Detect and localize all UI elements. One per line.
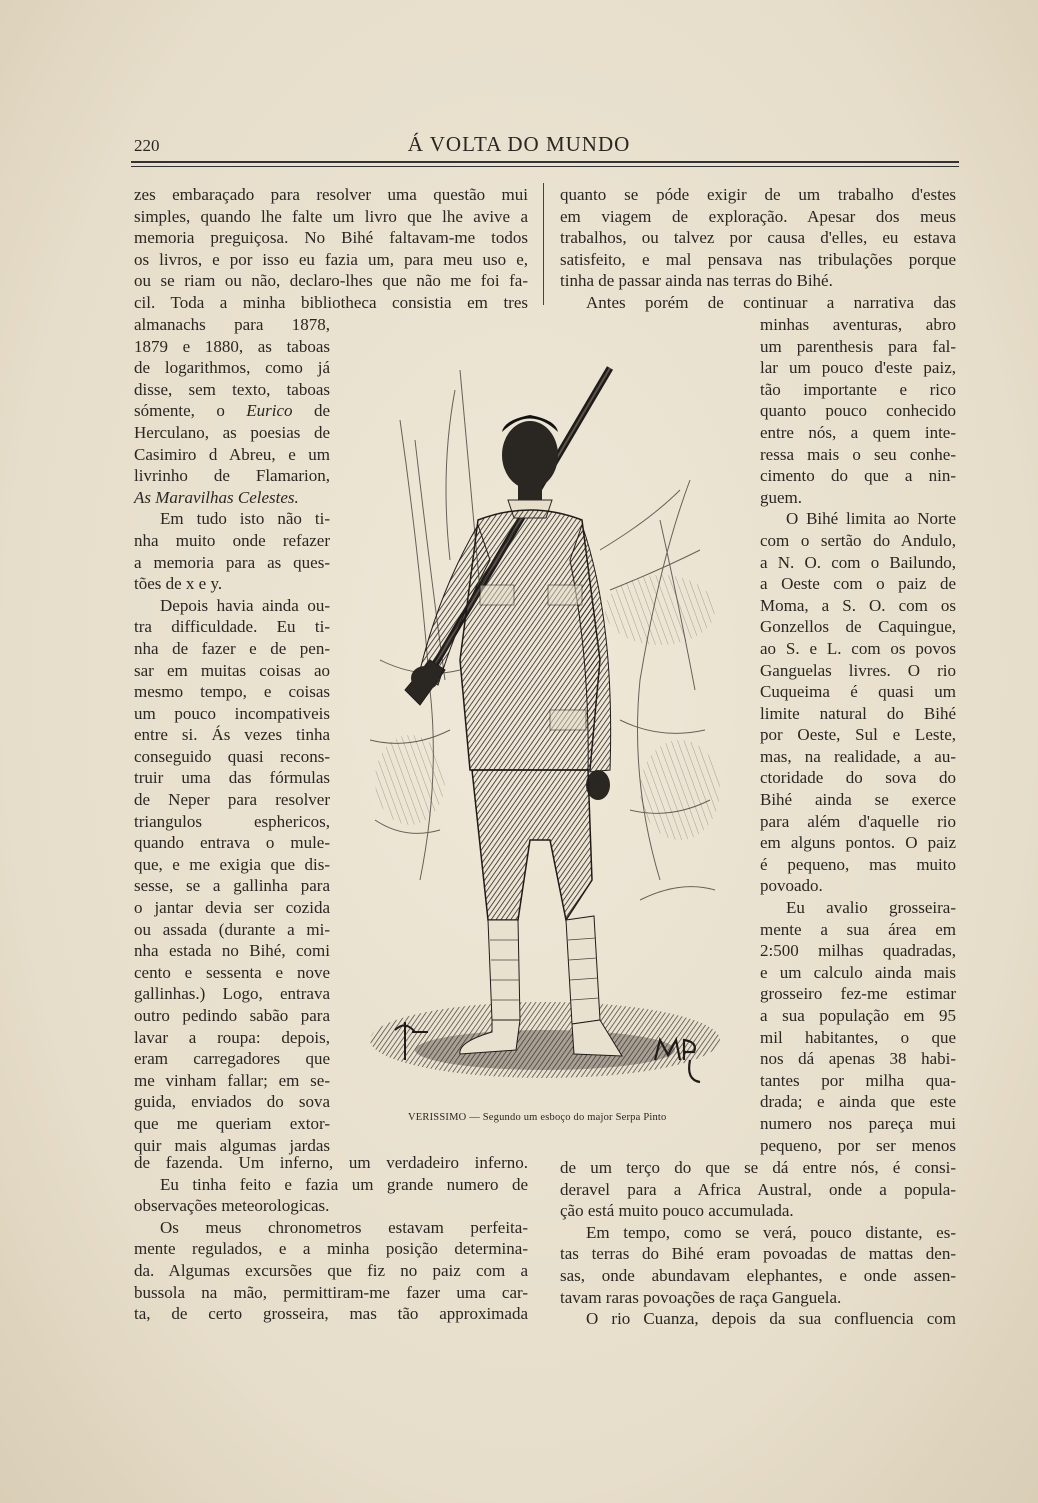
text-line: cil. Toda a minha bibliotheca consistia em tres — [134, 292, 528, 312]
text-line: quanto se póde exigir de um trabalho d'estes — [560, 185, 956, 204]
text-line: mesmo tempo, e coisas — [134, 682, 330, 702]
text-line: Bihé ainda se exerce — [760, 790, 956, 810]
text-line: outro pedindo sabão para — [134, 1006, 330, 1025]
text-run: de — [292, 401, 330, 421]
text-line: tas terras do Bihé eram povoadas de mattas den- — [560, 1244, 956, 1264]
text-line: de logarithmos, como já — [134, 358, 330, 378]
text-line: gallinhas.) Logo, entrava — [134, 984, 330, 1004]
right-column-top — [560, 184, 956, 314]
text-line: drada; e ainda que este — [760, 1092, 956, 1112]
text-line: a N. O. com o Bailundo, — [760, 552, 956, 572]
text-line: observações meteorologicas. — [134, 1196, 330, 1216]
text-line: Em tempo, como se verá, pouco distante, es- — [586, 1222, 956, 1242]
text-line: trabalhos, ou talvez por causa d'elles, eu estava — [560, 228, 956, 248]
text-line: que, e me exigia que dis- — [134, 854, 330, 874]
text-line: é pequeno, mas muito — [760, 854, 956, 874]
text-line: um pouco incompativeis — [134, 703, 330, 723]
text-line: em viagem de exploração. Apesar dos meus — [560, 206, 956, 226]
text-line: tões de x e y. — [134, 574, 223, 594]
text-line: de fazenda. Um inferno, um verdadeiro inferno. — [134, 1153, 528, 1172]
text-line: por Oeste, Sul e Leste, — [760, 725, 956, 745]
text-line: numero nos pareça mui — [760, 1113, 956, 1133]
text-line: pequeno, por ser menos — [760, 1135, 956, 1155]
text-line: mente a sua área em — [760, 919, 956, 939]
text-line-eurico — [134, 400, 330, 422]
text-line: deravel para a Africa Austral, onde a popula- — [560, 1179, 956, 1199]
text-line: ção está muito pouco accumulada. — [560, 1201, 794, 1221]
page-number: 220 — [134, 136, 160, 155]
text-line: me vinham fallar; em se- — [134, 1070, 330, 1090]
text-line: Cuqueima é quasi um — [760, 682, 956, 702]
text-line: entre si. Ás vezes tinha — [134, 725, 330, 745]
text-line: a Oeste com o paiz de — [760, 574, 956, 594]
text-line: ressa mais o seu conhe- — [760, 444, 956, 464]
text-line: Gonzellos de Caquingue, — [760, 617, 956, 637]
left-column-top — [134, 184, 528, 314]
header-rule-thin — [131, 166, 959, 167]
column-divider — [543, 183, 544, 305]
text-line: Eu avalio grosseira- — [786, 898, 956, 918]
text-line: quir mais algumas jardas — [134, 1135, 330, 1155]
text-line: cimento do que a nin- — [760, 466, 956, 486]
text-line: lar um pouco d'este paiz, — [760, 358, 956, 378]
text-line: de um terço do que se dá entre nós, é consi- — [560, 1158, 956, 1177]
text-line: sesse, se a gallinha para — [134, 876, 330, 896]
text-line: a memoria para as ques- — [134, 552, 330, 572]
text-line: e um calculo ainda mais — [760, 962, 956, 982]
text-line: zes embaraçado para resolver uma questão mui — [134, 185, 528, 204]
text-line: nha de fazer e de pen- — [134, 638, 330, 658]
text-line: tinha de passar ainda nas terras do Bihé. — [560, 271, 833, 291]
engraving-illustration — [360, 360, 725, 1105]
text-line: o jantar devia ser cozida — [134, 898, 330, 918]
text-run: sómente, o — [134, 401, 247, 421]
text-line: triangulos esphericos, — [134, 811, 330, 831]
text-line: que me queriam extor- — [134, 1113, 330, 1133]
text-line: Herculano, as poesias de — [134, 422, 330, 442]
text-line: um parenthesis para fal- — [760, 336, 956, 356]
text-line: disse, sem texto, taboas — [134, 379, 330, 399]
text-line: truir uma das fórmulas — [134, 768, 330, 788]
book-title-eurico: Eurico — [246, 401, 293, 421]
text-line: memoria preguiçosa. No Bihé faltavam-me todos — [134, 228, 528, 248]
text-line: da. Algumas excursões que fiz no paiz com a — [134, 1260, 528, 1280]
text-line: grosseiro fez-me estimar — [760, 984, 956, 1004]
text-line: 1879 e 1880, as taboas — [134, 336, 330, 356]
text-line: Casimiro d Abreu, e um — [134, 444, 330, 464]
text-line: sas, onde abundavam elephantes, e onde assen- — [560, 1265, 956, 1285]
text-line: com o sertão do Andulo, — [760, 530, 956, 550]
book-title-maravilhas — [134, 487, 330, 509]
text-line: conseguido quasi recons- — [134, 746, 330, 766]
text-line: tantes por milha qua- — [760, 1070, 956, 1090]
text-line: mente regulados, e a minha posição determina- — [134, 1239, 528, 1259]
text-line: O rio Cuanza, depois da sua confluencia com — [586, 1309, 956, 1329]
text-line: quando entrava o mule- — [134, 833, 330, 853]
text-line: em alguns pontos. O paiz — [760, 833, 956, 853]
text-line: bussola na mão, permittiram-me fazer uma car- — [134, 1282, 528, 1302]
text-line: quanto pouco conhecido — [760, 401, 956, 421]
text-line: Em tudo isto não ti- — [160, 509, 330, 529]
header-rule-thick — [131, 161, 959, 163]
text-line: mil habitantes, o que — [760, 1027, 956, 1047]
figure-caption: VERISSIMO — Segundo um esboço do major Serpa Pinto — [408, 1112, 667, 1123]
left-column-bottom — [134, 1152, 528, 1325]
text-line: ta, de certo grosseira, mas tão approximada — [134, 1304, 528, 1324]
text-line: Depois havia ainda ou- — [160, 595, 330, 615]
text-line: a sua população em 95 — [760, 1006, 956, 1025]
text-line: ou se riam ou não, declaro-lhes que não me foi fa- — [134, 271, 528, 291]
text-run: As Maravilhas Celestes. — [134, 487, 299, 507]
text-line: para além d'aquelle rio — [760, 811, 956, 831]
text-line: guida, enviados do sova — [134, 1092, 330, 1112]
text-line: satisfeito, e mal pensava nas tribulações porque — [560, 249, 956, 269]
text-line: Os meus chronometros estavam perfeita- — [160, 1217, 528, 1237]
text-line: 2:500 milhas quadradas, — [760, 941, 956, 961]
text-line: almanachs para 1878, — [134, 315, 330, 334]
text-line: guem. — [760, 487, 803, 507]
text-line: minhas aventuras, abro — [760, 315, 956, 334]
text-line: os livros, e por isso eu fazia um, para meu uso e, — [134, 249, 528, 269]
text-line: de Neper para resolver — [134, 790, 330, 810]
text-line: eram carregadores que — [134, 1049, 330, 1069]
text-line: ao S. e L. com os povos — [760, 638, 956, 658]
text-line: tra difficuldade. Eu ti- — [134, 617, 330, 637]
text-line: tão importante e rico — [760, 379, 956, 399]
text-line: Antes porém de continuar a narrativa das — [586, 292, 956, 312]
text-line: Eu tinha feito e fazia um grande numero de — [160, 1174, 528, 1194]
text-line: Ganguelas livres. O rio — [760, 660, 956, 680]
left-column-narrow — [134, 314, 330, 1156]
text-line: simples, quando lhe falte um livro que lhe avive a — [134, 206, 528, 226]
standing-man — [411, 415, 622, 1056]
text-line: tavam raras povoações de raça Ganguela. — [560, 1287, 842, 1307]
text-line: povoado. — [760, 876, 823, 896]
text-line: ctoridade do sova do — [760, 768, 956, 788]
text-line: limite natural do Bihé — [760, 703, 956, 723]
text-line: lavar a roupa: depois, — [134, 1027, 330, 1047]
text-line: O Bihé limita ao Norte — [786, 509, 956, 529]
right-column-bottom — [560, 1157, 956, 1330]
text-line: cento e sessenta e nove — [134, 962, 330, 982]
text-line: mas, na realidade, a au- — [760, 746, 956, 766]
right-column-narrow — [760, 314, 956, 1156]
text-line: livrinho de Flamarion, — [134, 466, 330, 486]
running-title: Á VOLTA DO MUNDO — [407, 132, 631, 156]
text-line: Moma, a S. O. com os — [760, 595, 956, 615]
text-line: nos dá apenas 38 habi- — [760, 1049, 956, 1069]
text-line: entre nós, a quem inte- — [760, 422, 956, 442]
text-line: nha muito onde refazer — [134, 530, 330, 550]
text-line: sar em muitas coisas ao — [134, 660, 330, 680]
text-line: ou assada (durante a mi- — [134, 919, 330, 939]
text-line: nha estada no Bihé, comi — [134, 941, 330, 961]
